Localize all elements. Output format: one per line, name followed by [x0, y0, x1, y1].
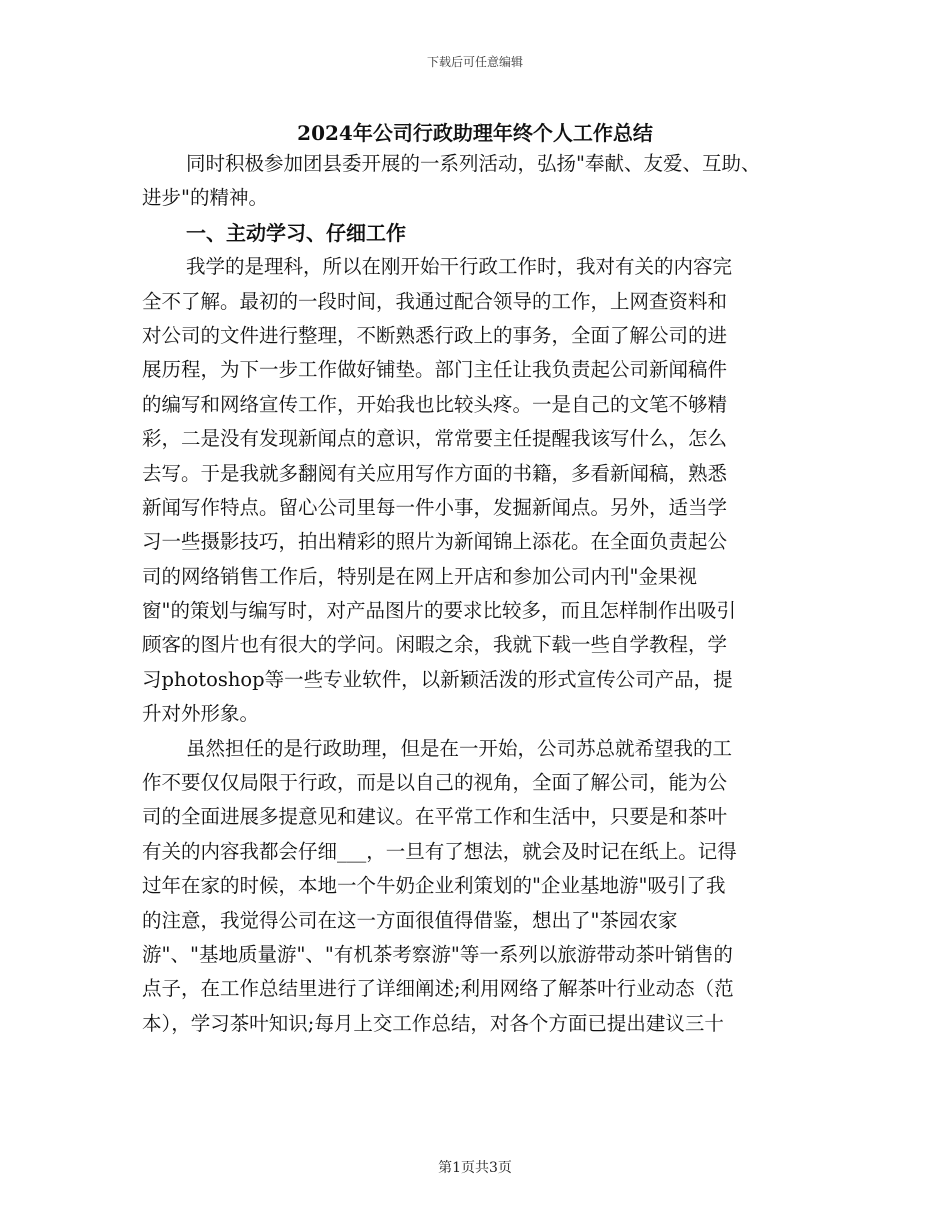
- paragraph-line: 展历程，为下一步工作做好铺垫。部门主任让我负责起公司新闻稿件: [142, 358, 728, 382]
- paragraph-line: 本），学习茶叶知识;每月上交工作总结，对各个方面已提出建议三十: [142, 1011, 724, 1035]
- page-number: 第1页共3页: [438, 1160, 512, 1176]
- paragraph-line: 司的网络销售工作后，特别是在网上开店和参加公司内刊"金果视: [142, 564, 697, 588]
- paragraph-line: 我学的是理科，所以在刚开始干行政工作时，我对有关的内容完: [186, 255, 733, 279]
- paragraph-line: 虽然担任的是行政助理，但是在一开始，公司苏总就希望我的工: [186, 736, 733, 760]
- paragraph-line: 习一些摄影技巧，拍出精彩的照片为新闻锦上添花。在全面负责起公: [142, 530, 728, 554]
- section-heading: 一、主动学习、仔细工作: [186, 220, 406, 245]
- paragraph-line: 对公司的文件进行整理，不断熟悉行政上的事务，全面了解公司的进: [142, 323, 728, 347]
- page-header-note: 下载后可任意编辑: [426, 55, 523, 69]
- paragraph-line: 全不了解。最初的一段时间，我通过配合领导的工作，上网查资料和: [142, 289, 728, 313]
- paragraph-line: 新闻写作特点。留心公司里每一件小事，发掘新闻点。另外，适当学: [142, 495, 728, 519]
- paragraph-line: 窗"的策划与编写时，对产品图片的要求比较多，而且怎样制作出吸引: [142, 599, 736, 623]
- paragraph-line: 去写。于是我就多翻阅有关应用写作方面的书籍，多看新闻稿，熟悉: [142, 461, 728, 485]
- paragraph-line: 同时积极参加团县委开展的一系列活动，弘扬"奉献、友爱、互助、: [186, 152, 761, 175]
- paragraph-line: 司的全面进展多提意见和建议。在平常工作和生活中，只要是和茶叶: [142, 805, 728, 829]
- paragraph-line: 有关的内容我都会仔细___，一旦有了想法，就会及时记在纸上。记得: [142, 839, 737, 863]
- paragraph-line: 习photoshop等一些专业软件，以新颖活泼的形式宣传公司产品，提: [142, 667, 733, 691]
- document-title: 2024年公司行政助理年终个人工作总结: [297, 121, 653, 145]
- paragraph-line: 进步"的精神。: [142, 186, 268, 210]
- paragraph-line: 作不要仅仅局限于行政，而是以自己的视角，全面了解公司，能为公: [142, 771, 728, 795]
- paragraph-line: 彩，二是没有发现新闻点的意识，常常要主任提醒我该写什么，怎么: [142, 427, 728, 451]
- document-body: [142, 147, 820, 1041]
- paragraph-line: 的编写和网络宣传工作，开始我也比较头疼。一是自己的文笔不够精: [142, 392, 728, 416]
- paragraph-line: 点子，在工作总结里进行了详细阐述;利用网络了解茶叶行业动态（范: [142, 977, 734, 1001]
- paragraph-line: 游"、"基地质量游"、"有机茶考察游"等一系列以旅游带动茶叶销售的: [142, 942, 733, 966]
- paragraph-line: 顾客的图片也有很大的学问。闲暇之余，我就下载一些自学教程，学: [142, 633, 728, 657]
- paragraph-line: 升对外形象。: [142, 702, 260, 726]
- paragraph-line: 过年在家的时候，本地一个牛奶企业利策划的"企业基地游"吸引了我: [142, 874, 726, 898]
- paragraph-line: 的注意，我觉得公司在这一方面很值得借鉴，想出了"茶园农家: [142, 908, 678, 932]
